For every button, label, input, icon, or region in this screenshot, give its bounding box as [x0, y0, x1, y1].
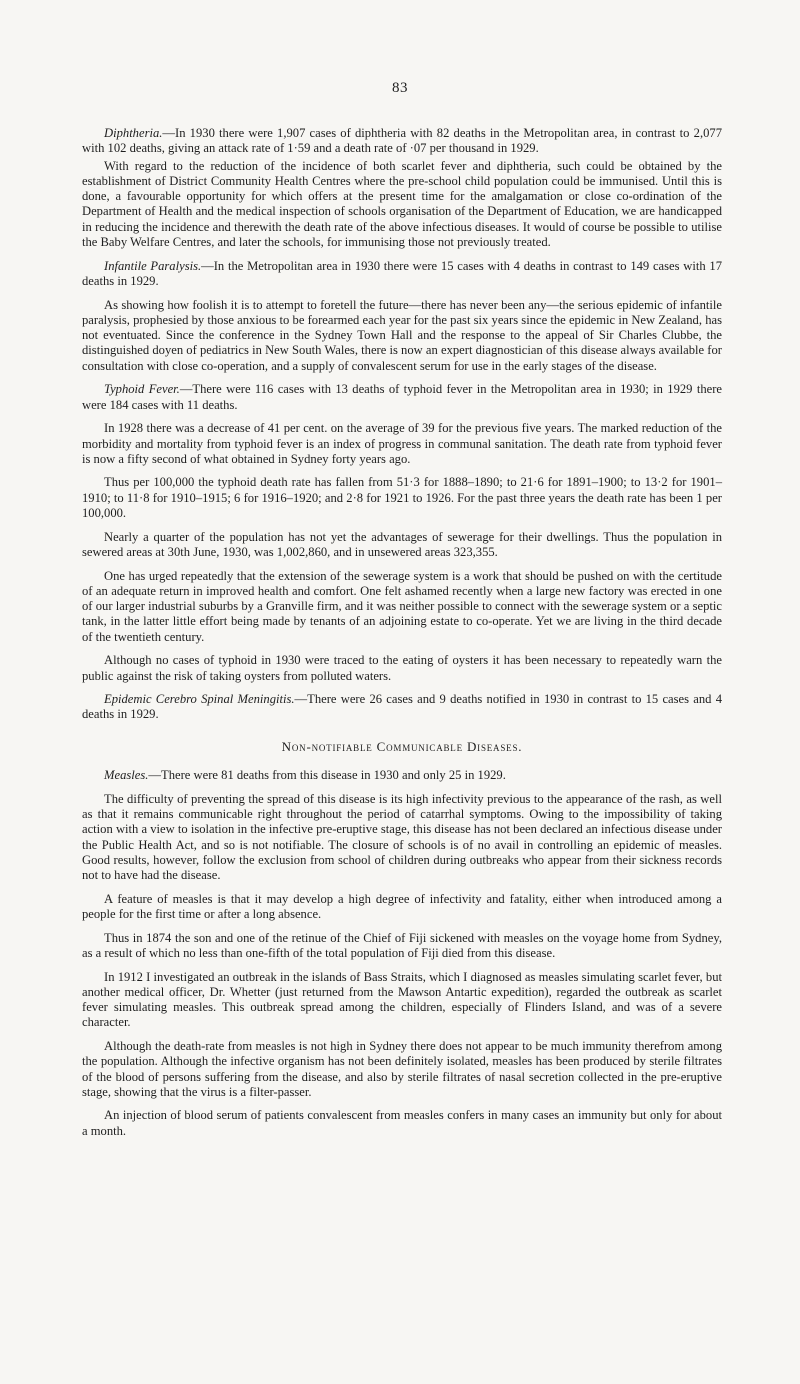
typhoid-paragraph-3: Thus per 100,000 the typhoid death rate has fallen from 51·3 for 1888–1890; to 21·6 for 1891–1900; to 13·2 for 1901–1910; to 11·8 for 1910–1915; 6 for 1916–1920; and 2·8 for 1921 to 1926. For the past three years the death rate has been 1 per 100,000. [82, 475, 722, 521]
typhoid-paragraph-5: One has urged repeatedly that the extension of the sewerage system is a work that should be pushed on with the certitude of an adequate return in improved health and comfort. One felt ashamed recently when a large new factory was erected in one of our larger industrial suburbs by a Granville firm, and it was neither possible to connect with the sewerage system or a septic tank, in the latter little effort being made by tenants of an adjoining estate to co-operate. Yet we are living in the third decade of the twentieth century. [82, 568, 722, 644]
typhoid-paragraph-4: Nearly a quarter of the population has not yet the advantages of sewerage for their dwellings. Thus the population in sewered areas at 30th June, 1930, was 1,002,860, and in unsewered areas 323,355. [82, 529, 722, 559]
meningitis-text-1: —There were 26 cases and 9 deaths notified in 1930 in contrast to 15 cases and 4 deaths in 1929. [82, 692, 723, 722]
typhoid-paragraph-2: In 1928 there was a decrease of 41 per cent. on the average of 39 for the previous five years. The marked reduction of the morbidity and mortality from typhoid fever is an index of progress in communal sanitation. The death rate from typhoid fever is now a fifty second of what obtained in Sydney forty years ago. [82, 421, 722, 466]
meningitis-title: Epidemic Cerebro Spinal Meningitis. [104, 692, 295, 707]
typhoid-title: Typhoid Fever. [104, 382, 180, 397]
measles-paragraph-1 [82, 768, 722, 783]
measles-title: Measles. [104, 768, 149, 783]
page-number: 83 [392, 80, 408, 96]
diphtheria-title: Diphtheria. [104, 126, 163, 140]
measles-paragraph-6: Although the death-rate from measles is not high in Sydney there does not appear to be much immunity therefrom among the population. Although the infective organism has not been definitely isolated, measles has been produced by sterile filtrates of the blood of persons suffering from the disease, and also by sterile filtrates of nasal secretion collected in the pre-eruptive stage, showing that the virus is a filter-passer. [82, 1039, 722, 1099]
typhoid-paragraph-6: Although no cases of typhoid in 1930 were traced to the eating of oysters it has been necessary to repeatedly warn the public against the risk of taking oysters from polluted waters. [82, 653, 722, 683]
non-notifiable-heading: Non-notifiable Communicable Diseases. [281, 738, 523, 754]
measles-paragraph-7: An injection of blood serum of patients convalescent from measles confers in many cases an immunity but only for about a month. [82, 1108, 722, 1138]
diphtheria-paragraph-1 [82, 126, 722, 157]
infantile-paralysis-paragraph-2: As showing how foolish it is to attempt to foretell the future—there has never been any—the serious epidemic of infantile paralysis, prophesied by those anxious to be forearmed each year for the past six years since the epidemic in New Zealand, has not eventuated. Since the conference in the Sydney Town Hall and the response to the appeal of Sir Charles Clubbe, the distinguished doyen of pediatrics in New South Wales, there is now an expert diagnostician of this disease always available for consultation with close co-operation, and a supply of convalescent serum for use in the early stages of the disease. [82, 297, 722, 373]
typhoid-text-1: —There were 116 cases with 13 deaths of typhoid fever in the Metropolitan area in 1930; in 1929 there were 184 cases with 11 deaths. [82, 382, 722, 412]
infantile-paralysis-text-1: —In the Metropolitan area in 1930 there were 15 cases with 4 deaths in contrast to 149 cases with 17 deaths in 1929. [82, 258, 722, 288]
measles-paragraph-4: Thus in 1874 the son and one of the retinue of the Chief of Fiji sickened with measles on the voyage home from Sydney, as a result of which no less than one-fifth of the total population of Fiji died from this disease. [82, 930, 722, 960]
measles-paragraph-5: In 1912 I investigated an outbreak in the islands of Bass Straits, which I diagnosed as measles simulating scarlet fever, but another medical officer, Dr. Whetter (just returned from the Mawson Antartic expedition), regarded the outbreak as scarlet fever simulating measles. This outbreak spread among the children, especially of Flinders Island, and was of a severe character. [82, 969, 722, 1030]
measles-paragraph-2: The difficulty of preventing the spread of this disease is its high infectivity previous to the appearance of the rash, as well as that it remains communicable right throughout the period of catarrhal symptoms. Owing to the impossibility of taking action with a view to isolation in the infective pre-eruptive stage, this disease has not been declared an infectious disease under the Public Health Act, and so is not notifiable. The closure of schools is of no avail in controlling an epidemic of measles. Good results, however, follow the exclusion from school of children during outbreaks who appear from their sickness records not to have had the disease. [82, 791, 722, 883]
measles-paragraph-3: A feature of measles is that it may develop a high degree of infectivity and fatality, either when introduced among a people for the first time or after a long absence. [82, 891, 722, 922]
meningitis-paragraph-1 [82, 692, 722, 723]
diphtheria-paragraph-2: With regard to the reduction of the incidence of both scarlet fever and diphtheria, such could be obtained by the establishment of District Community Health Centres where the pre-school child population could be immunised. Until this is done, a favourable opportunity for which offers at the present time for the amalgamation or close co-ordination of the Department of Health and the medical inspection of schools organisation of the Department of Education, we are handicapped in reducing the incidence and therewith the death rate of the above infectious diseases. It would of course be possible to utilise the Baby Welfare Centres, and later the schools, for immunising those not previously treated. [82, 158, 722, 250]
typhoid-paragraph-1 [82, 382, 722, 413]
infantile-paralysis-paragraph-1 [82, 259, 722, 290]
infantile-paralysis-title: Infantile Paralysis. [104, 258, 202, 273]
diphtheria-text-1: —In 1930 there were 1,907 cases of diphtheria with 82 deaths in the Metropolitan area, in contrast to 2,077 with 102 deaths, giving an attack rate of 1·59 and a death rate of ·07 per thousand in 1929. [82, 126, 722, 156]
page-body [82, 126, 722, 1147]
measles-text-1: —There were 81 deaths from this disease in 1930 and only 25 in 1929. [148, 768, 506, 783]
